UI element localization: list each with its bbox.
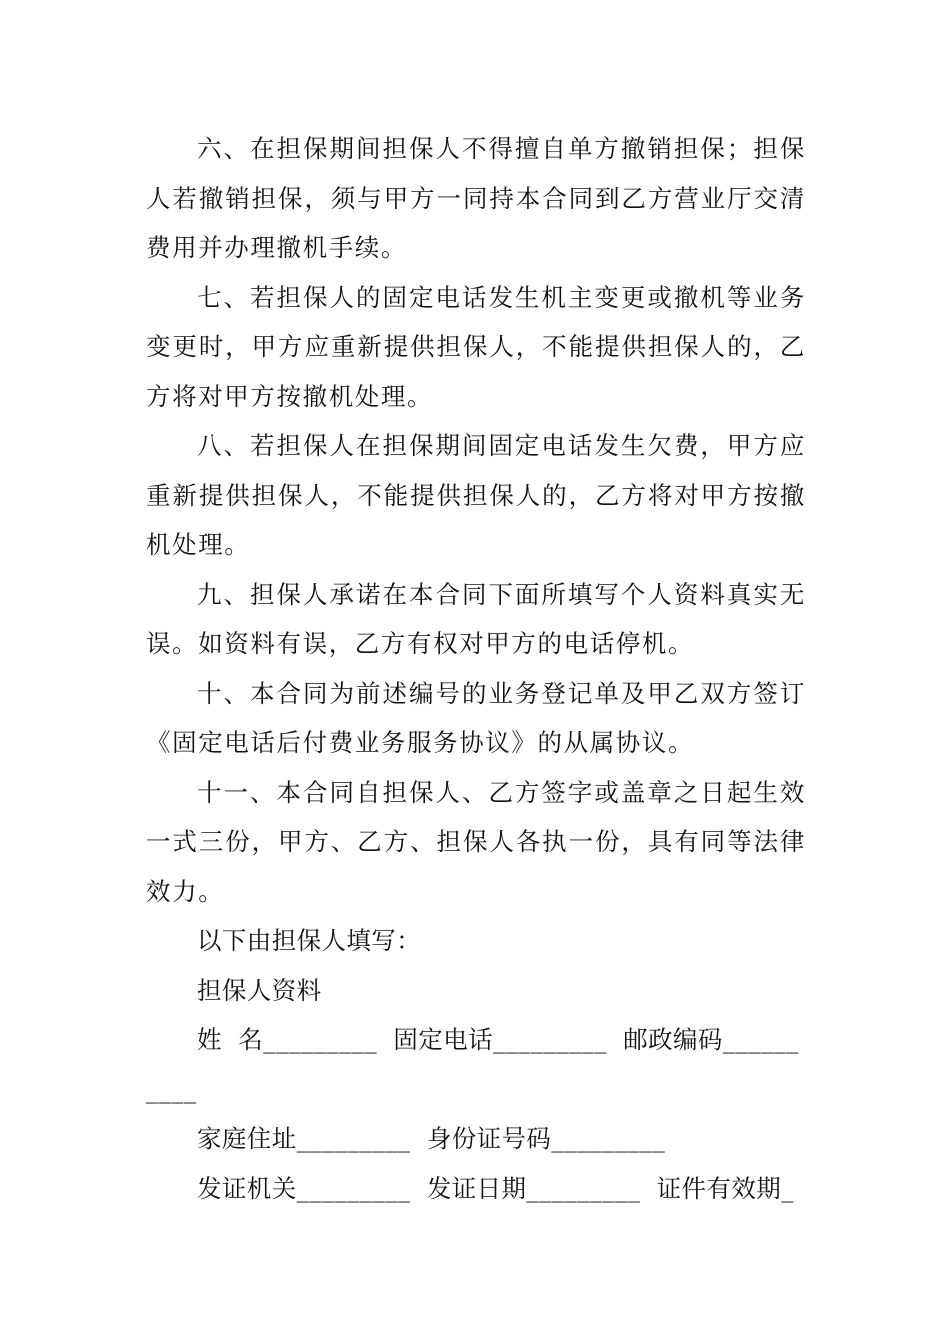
form-line-name-phone-postcode: 姓 名_________ 固定电话_________ 邮政编码__________ [146, 1025, 799, 1104]
clause-6: 六、在担保期间担保人不得擅自单方撤销担保；担保人若撤销担保，须与甲方一同持本合同到乙方营业厅交清费用并办理撤机手续。 [146, 134, 806, 262]
clause-8: 八、若担保人在担保期间固定电话发生欠费，甲方应重新提供担保人，不能提供担保人的，乙方将对甲方按撤机处理。 [146, 431, 806, 559]
form-intro: 以下由担保人填写： [197, 926, 422, 955]
clause-9: 九、担保人承诺在本合同下面所填写个人资料真实无误。如资料有误，乙方有权对甲方的电话停机。 [146, 579, 806, 658]
clause-10: 十、本合同为前述编号的业务登记单及甲乙双方签订《固定电话后付费业务服务协议》的从属协议。 [146, 678, 806, 757]
clause-11: 十一、本合同自担保人、乙方签字或盖章之日起生效一式三份，甲方、乙方、担保人各执一份，具有同等法律效力。 [146, 777, 806, 906]
document-page [146, 124, 806, 1213]
form-line-issuer-date-validity: 发证机关_________ 发证日期_________ 证件有效期_ [197, 1173, 794, 1203]
form-section-title: 担保人资料 [197, 975, 322, 1005]
form-line-address-id: 家庭住址_________ 身份证号码_________ [197, 1124, 666, 1153]
clause-7: 七、若担保人的固定电话发生机主变更或撤机等业务变更时，甲方应重新提供担保人，不能提供担保人的，乙方将对甲方按撤机处理。 [146, 282, 806, 411]
